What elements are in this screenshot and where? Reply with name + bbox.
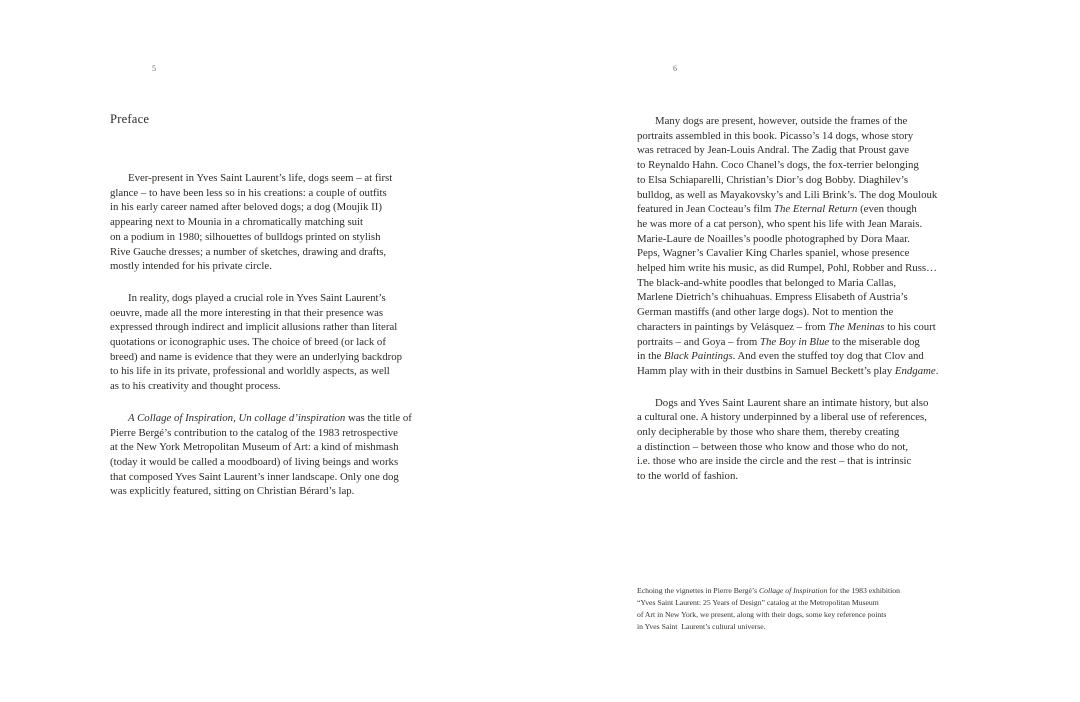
text-line [637,217,977,232]
footnote [637,585,957,633]
text-line [110,320,455,335]
body-text: was the title of [345,411,412,424]
italic-text: The Eternal Return [774,203,858,216]
text-line [637,469,977,484]
body-text: breed) and name is evidence that they were an underlying backdrop [110,350,402,363]
body-text: . [935,364,939,377]
body-text: a distinction – between those who know and those who do not, [637,440,909,453]
body-text: mostly intended for his private circle. [110,260,272,273]
body-text: as to his creativity and thought process. [110,380,281,393]
paragraph [637,114,977,379]
page-number-right: 6 [673,64,678,73]
body-text: a cultural one. A history underpinned by a liberal use of references, [637,411,927,424]
text-line [637,173,977,188]
body-text: portraits – and Goya – from [637,335,760,348]
left-text-block [110,171,455,499]
body-text: (even though [857,203,917,216]
text-line [637,261,977,276]
body-text: to the miserable dog [829,335,920,348]
italic-text: The Boy in Blue [759,335,830,348]
text-line [637,425,977,440]
text-line [110,200,455,215]
body-text: In reality, dogs played a crucial role in Yves Saint Laurent’s [128,291,386,304]
body-text: Many dogs are present, however, outside the frames of the [655,115,908,127]
body-text: for the 1983 exhibition [827,586,900,595]
text-line [637,585,957,597]
text-line [637,621,957,633]
body-text: at the New York Metropolitan Museum of Art: a kind of mishmash [110,441,399,454]
text-line [110,291,455,306]
body-text: of Art in New York, we present, along with their dogs, some key reference points [637,610,887,619]
body-text: Peps, Wagner’s Cavalier King Charles spaniel, whose presence [637,247,910,260]
text-line [637,349,977,364]
body-text: Ever-present in Yves Saint Laurent’s life, dogs seem – at first [128,172,393,184]
body-text: glance – to have been less so in his creations: a couple of outfits [110,186,387,199]
body-text: on a podium in 1980; silhouettes of bulldogs printed on stylish [110,230,381,243]
paragraph [110,411,455,499]
text-line [110,335,455,350]
body-text: German mastiffs (and other large dogs). Not to mention the [637,306,894,319]
body-text: oeuvre, made all the more interesting in that their presence was [110,306,384,319]
body-text: (today it would be called a moodboard) of living beings and works [110,455,399,468]
text-line [637,158,977,173]
text-line [110,215,455,230]
italic-text: Collage of Inspiration [758,586,828,595]
text-line [110,245,455,260]
paragraph [110,171,455,274]
body-text: Marlene Dietrich’s chihuahuas. Empress Elisabeth of Austria’s [637,291,908,304]
body-text: featured in Jean Cocteau’s film [637,203,775,216]
body-text: Pierre Bergé’s contribution to the catalog of the 1983 retrospective [110,426,398,439]
italic-text: The Meninas [828,320,885,333]
body-text: was explicitly featured, sitting on Christian Bérard’s lap. [110,485,355,498]
text-line [110,440,455,455]
text-line [110,364,455,379]
paragraph [110,291,455,394]
paragraph [637,585,957,633]
text-line [637,246,977,261]
text-line [637,410,977,425]
text-line [637,276,977,291]
text-line [637,202,977,217]
body-text: to his court [884,320,936,333]
body-text: helped him write his music, as did Rumpel, Pohl, Robber and Russ… [637,262,937,275]
body-text: he was more of a cat person), who spent his life with Jean Marais. [637,217,923,230]
body-text: Dogs and Yves Saint Laurent share an intimate history, but also [655,396,929,409]
body-text: Rive Gauche dresses; a number of sketches, drawing and drafts, [110,245,387,258]
body-text: The black-and-white poodles that belonged to Maria Callas, [637,276,897,289]
text-line [637,335,977,350]
text-line [110,171,455,186]
text-line [110,379,455,394]
text-line [637,114,977,129]
text-line [110,484,455,499]
body-text: that composed Yves Saint Laurent’s inner landscape. Only one dog [110,470,399,483]
body-text: in his early career named after beloved dogs; a dog (Moujik II) [110,201,382,214]
body-text: portraits assembled in this book. Picasso’s 14 dogs, whose story [637,129,914,142]
text-line [637,320,977,335]
preface-heading: Preface [110,112,150,126]
text-line [637,454,977,469]
text-line [110,350,455,365]
text-line [637,232,977,247]
text-line [110,186,455,201]
body-text: in Yves Saint Laurent’s cultural universe. [637,622,766,631]
text-line [110,470,455,485]
text-line [110,455,455,470]
body-text: Marie-Laure de Noailles’s poodle photographed by Dora Maar. [637,232,910,245]
right-text-block [637,114,977,484]
body-text: Hamm play with in their dustbins in Samuel Beckett’s play [637,364,895,377]
text-line [637,290,977,305]
text-line [637,129,977,144]
text-line [637,396,977,411]
text-line [110,411,455,426]
text-line [637,609,957,621]
body-text: in the [637,350,664,363]
body-text: was retraced by Jean-Louis Andral. The Zadig that Proust gave [637,144,910,157]
body-text: quotations or iconographic uses. The choice of breed (or lack of [110,336,386,349]
text-line [110,306,455,321]
body-text: to the world of fashion. [637,470,739,483]
page-number-left: 5 [152,64,157,73]
text-line [637,143,977,158]
body-text: to Elsa Schiaparelli, Christian’s Dior’s dog Bobby. Diaghilev’s [637,173,909,186]
text-line [110,230,455,245]
body-text: to his life in its private, professional and worldly aspects, as well [110,365,390,378]
body-text: bulldog, as well as Mayakovsky’s and Lili Brink’s. The dog Moulouk [637,188,938,201]
text-line [637,440,977,455]
italic-text: Endgame [894,364,936,377]
text-line [637,305,977,320]
body-text: to Reynaldo Hahn. Coco Chanel’s dogs, the fox-terrier belonging [637,159,919,172]
body-text: Echoing the vignettes in Pierre Bergé’s [637,586,759,595]
body-text: only decipherable by those who share them, thereby creating [637,426,900,439]
text-line [637,364,977,379]
text-line [637,188,977,203]
italic-text: A Collage of Inspiration, Un collage d’inspiration [128,411,346,424]
body-text: expressed through indirect and implicit allusions rather than literal [110,321,398,334]
paragraph [637,396,977,484]
italic-text: Black Paintings [664,350,733,363]
text-line [110,259,455,274]
body-text: “Yves Saint Laurent: 25 Years of Design” catalog at the Metropolitan Museum [637,598,879,607]
body-text: appearing next to Mounia in a chromatically matching suit [110,216,364,229]
body-text: characters in paintings by Velásquez – from [637,320,829,333]
body-text: . And even the stuffed toy dog that Clov and [732,350,924,363]
body-text: i.e. those who are inside the circle and the rest – that is intrinsic [637,455,912,468]
text-line [637,597,957,609]
text-line [110,426,455,441]
